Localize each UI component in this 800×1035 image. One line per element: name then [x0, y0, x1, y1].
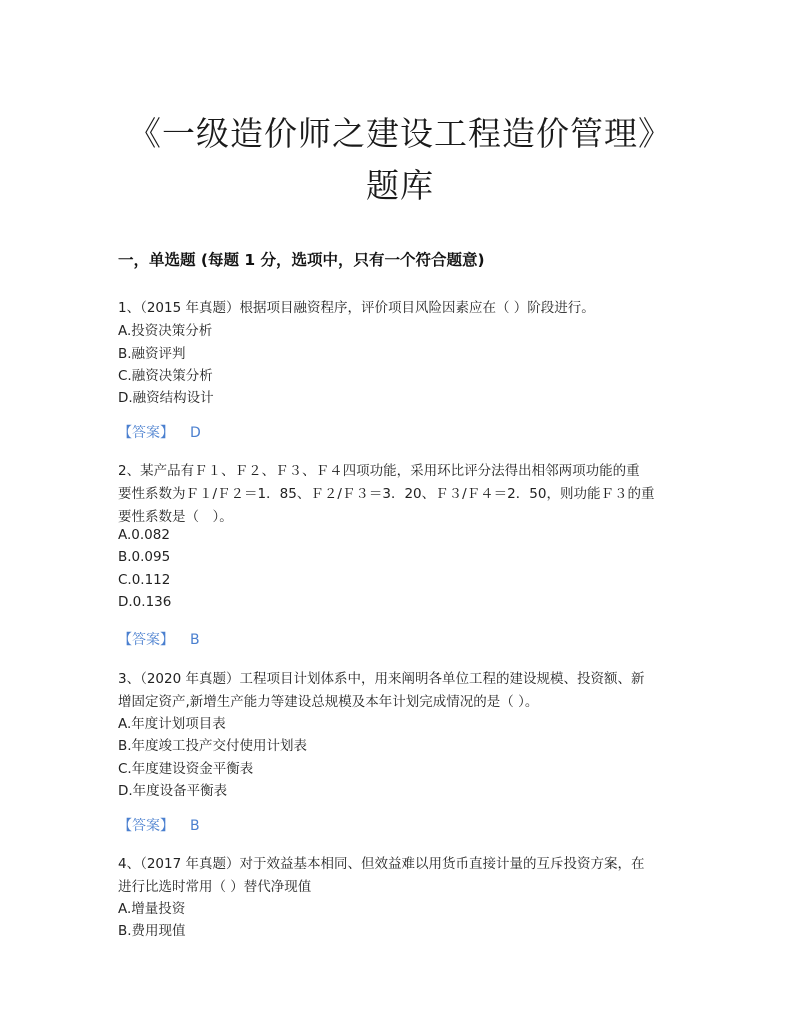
question-2-option-b: B.0.095 — [118, 549, 171, 565]
question-2-answer — [118, 629, 200, 649]
question-4-option-b: B.费用现值 — [118, 923, 186, 939]
question-3-text-line-1: 3、（2020 年真题）工程项目计划体系中，用来阐明各单位工程的建设规模、投资额、新 — [118, 671, 645, 687]
question-4-text-line-2: 进行比选时常用（ ）替代净现值 — [118, 879, 312, 895]
document-title-line-2: 题库 — [366, 166, 434, 205]
question-2-text-line-1: 2、某产品有Ｆ１、Ｆ２、Ｆ３、Ｆ４四项功能，采用环比评分法得出相邻两项功能的重 — [118, 463, 640, 479]
question-3-text-line-2: 增固定资产,新增生产能力等建设总规模及本年计划完成情况的是（ ）。 — [118, 694, 539, 710]
question-3-option-d: D.年度设备平衡表 — [118, 783, 228, 799]
question-4-option-a: A.增量投资 — [118, 901, 186, 917]
question-1-option-b: B.融资评判 — [118, 346, 186, 362]
question-1-option-a: A.投资决策分析 — [118, 323, 213, 339]
answer-value: B — [190, 632, 200, 648]
question-3-option-c: C.年度建设资金平衡表 — [118, 761, 254, 777]
answer-label: 【答案】 — [118, 632, 174, 648]
question-3-answer — [118, 815, 200, 835]
question-2-text-line-3: 要性系数是（ ）。 — [118, 509, 233, 525]
question-4-text-line-1: 4、（2017 年真题）对于效益基本相同、但效益难以用货币直接计量的互斥投资方案，在 — [118, 856, 645, 872]
answer-label: 【答案】 — [118, 818, 174, 834]
question-1-text: 1、（2015 年真题）根据项目融资程序，评价项目风险因素应在（ ）阶段进行。 — [118, 300, 595, 316]
answer-value: D — [190, 425, 201, 441]
question-2-text-line-2: 要性系数为Ｆ１/Ｆ２＝1．85、Ｆ２/Ｆ３＝3．20、Ｆ３/Ｆ４＝2．50，则功能Ｆ３的重 — [118, 486, 655, 502]
question-1-option-d: D.融资结构设计 — [118, 390, 214, 406]
document-title-line-1: 《一级造价师之建设工程造价管理》 — [128, 114, 672, 153]
question-2-option-c: C.0.112 — [118, 572, 171, 588]
question-3-option-a: A.年度计划项目表 — [118, 716, 226, 732]
answer-value: B — [190, 818, 200, 834]
section-heading: 一，单选题 (每题 1 分，选项中，只有一个符合题意) — [118, 251, 485, 269]
question-3-option-b: B.年度竣工投产交付使用计划表 — [118, 738, 308, 754]
question-2-option-a: A.0.082 — [118, 527, 170, 543]
question-2-option-d: D.0.136 — [118, 594, 172, 610]
answer-label: 【答案】 — [118, 425, 174, 441]
question-1-option-c: C.融资决策分析 — [118, 368, 213, 384]
question-1-answer — [118, 422, 201, 442]
